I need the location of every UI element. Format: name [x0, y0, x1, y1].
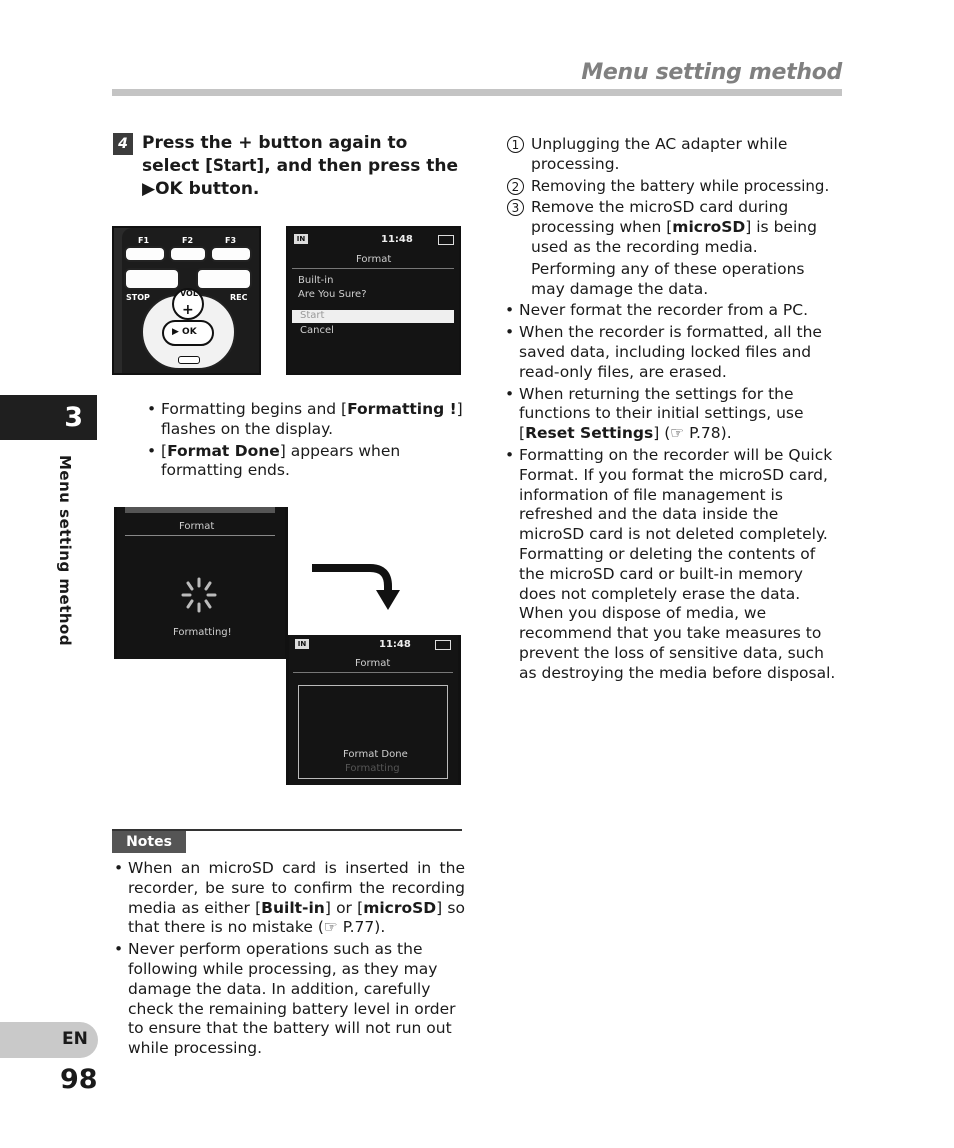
formatting-status: Formatting! — [173, 627, 232, 638]
right-column — [507, 135, 842, 686]
list-item: • When the recorder is formatted, all the saved data, including locked files and read-only files, are erased. — [501, 323, 842, 382]
input-indicator: IN — [294, 234, 308, 244]
step-number-badge: 4 — [113, 133, 133, 155]
f3-button — [210, 246, 252, 262]
page-number: 98 — [60, 1064, 98, 1095]
stop-button — [124, 268, 180, 290]
f1-button — [124, 246, 166, 262]
spinner-icon — [177, 573, 221, 617]
recorder-buttons-image — [112, 226, 261, 375]
screen-title: Format — [355, 658, 391, 669]
notes-list — [110, 859, 465, 1061]
plus-label: + — [182, 302, 194, 318]
numbered-item: 2 Removing the battery while processing. — [507, 177, 842, 197]
f3-label: F3 — [225, 236, 237, 245]
screen-time: 11:48 — [379, 639, 411, 650]
ok-button-label: ▶ OK — [172, 327, 197, 337]
ok-label: ▶OK — [142, 179, 183, 199]
step-instruction — [142, 132, 467, 201]
side-section-label: Menu setting method — [56, 455, 74, 647]
notes-badge: Notes — [112, 831, 186, 853]
chapter-number: 3 — [64, 402, 83, 433]
language-label: EN — [62, 1029, 88, 1049]
step-text-part: Press the + button again to select [ — [142, 133, 408, 176]
next-arrow-icon — [308, 560, 404, 612]
numbered-item: 3 Remove the microSD card during processing when [microSD] is being used as the recording media. — [507, 198, 842, 257]
warning-text: Performing any of these operations may damage the data. — [531, 259, 805, 298]
minus-button — [178, 356, 200, 364]
step-text-part: ], and then press the — [256, 156, 459, 176]
list-item: • Formatting begins and [Formatting !] flashes on the display. — [143, 400, 473, 440]
f1-label: F1 — [138, 236, 150, 245]
list-item: • Formatting on the recorder will be Quick Format. If you format the microSD card, information of file management is refreshed and the data inside the microSD card is not deleted completely. Formatting or deleting the contents of the microSD card or built-in memory does not completely erase the data. When you dispose of media, we recommend that you take measures to prevent the loss of sensitive data, such as destroying the media before disposal. — [501, 446, 842, 684]
start-word: Start — [212, 156, 257, 176]
f2-button — [169, 246, 207, 262]
confirm-line: Are You Sure? — [298, 289, 367, 300]
start-option-selected: Start — [292, 310, 454, 323]
stop-label: STOP — [126, 293, 150, 302]
status-bullets — [143, 400, 473, 483]
format-done-status: Format Done — [343, 749, 408, 760]
built-in-line: Built-in — [298, 275, 334, 286]
page-title: Menu setting method — [581, 60, 842, 85]
list-item: • [Format Done] appears when formatting ends. — [143, 442, 473, 482]
battery-icon — [438, 235, 454, 245]
format-done-screen — [286, 635, 461, 785]
list-item: • When returning the settings for the functions to their initial settings, use [Reset Settings] (☞ P.78). — [501, 385, 842, 444]
format-done-sub: Formatting — [345, 763, 400, 774]
format-confirm-screen — [286, 226, 461, 375]
step-text-part: button. — [182, 179, 260, 199]
cancel-option: Cancel — [300, 325, 334, 336]
screen-title: Format — [356, 254, 392, 265]
list-item: • Never perform operations such as the following while processing, as they may damage the data. In addition, carefully check the remaining battery level in order to ensure that the battery will not run out while processing. — [110, 940, 465, 1059]
list-item: • When an microSD card is inserted in the recorder, be sure to confirm the recording media as either [Built-in] or [microSD] so that there is no mistake (☞ P.77). — [110, 859, 465, 938]
numbered-item: 1 Unplugging the AC adapter while processing. — [507, 135, 842, 175]
screen-title: Format — [179, 521, 215, 532]
f2-label: F2 — [182, 236, 194, 245]
battery-icon — [435, 640, 451, 650]
rec-button — [196, 268, 252, 290]
list-item: • Never format the recorder from a PC. — [501, 301, 842, 321]
formatting-screen — [114, 507, 288, 659]
header-rule — [112, 89, 842, 96]
rec-label: REC — [230, 293, 248, 302]
vol-label: VOL — [180, 289, 198, 298]
input-indicator: IN — [295, 639, 309, 649]
screen-time: 11:48 — [381, 234, 413, 245]
